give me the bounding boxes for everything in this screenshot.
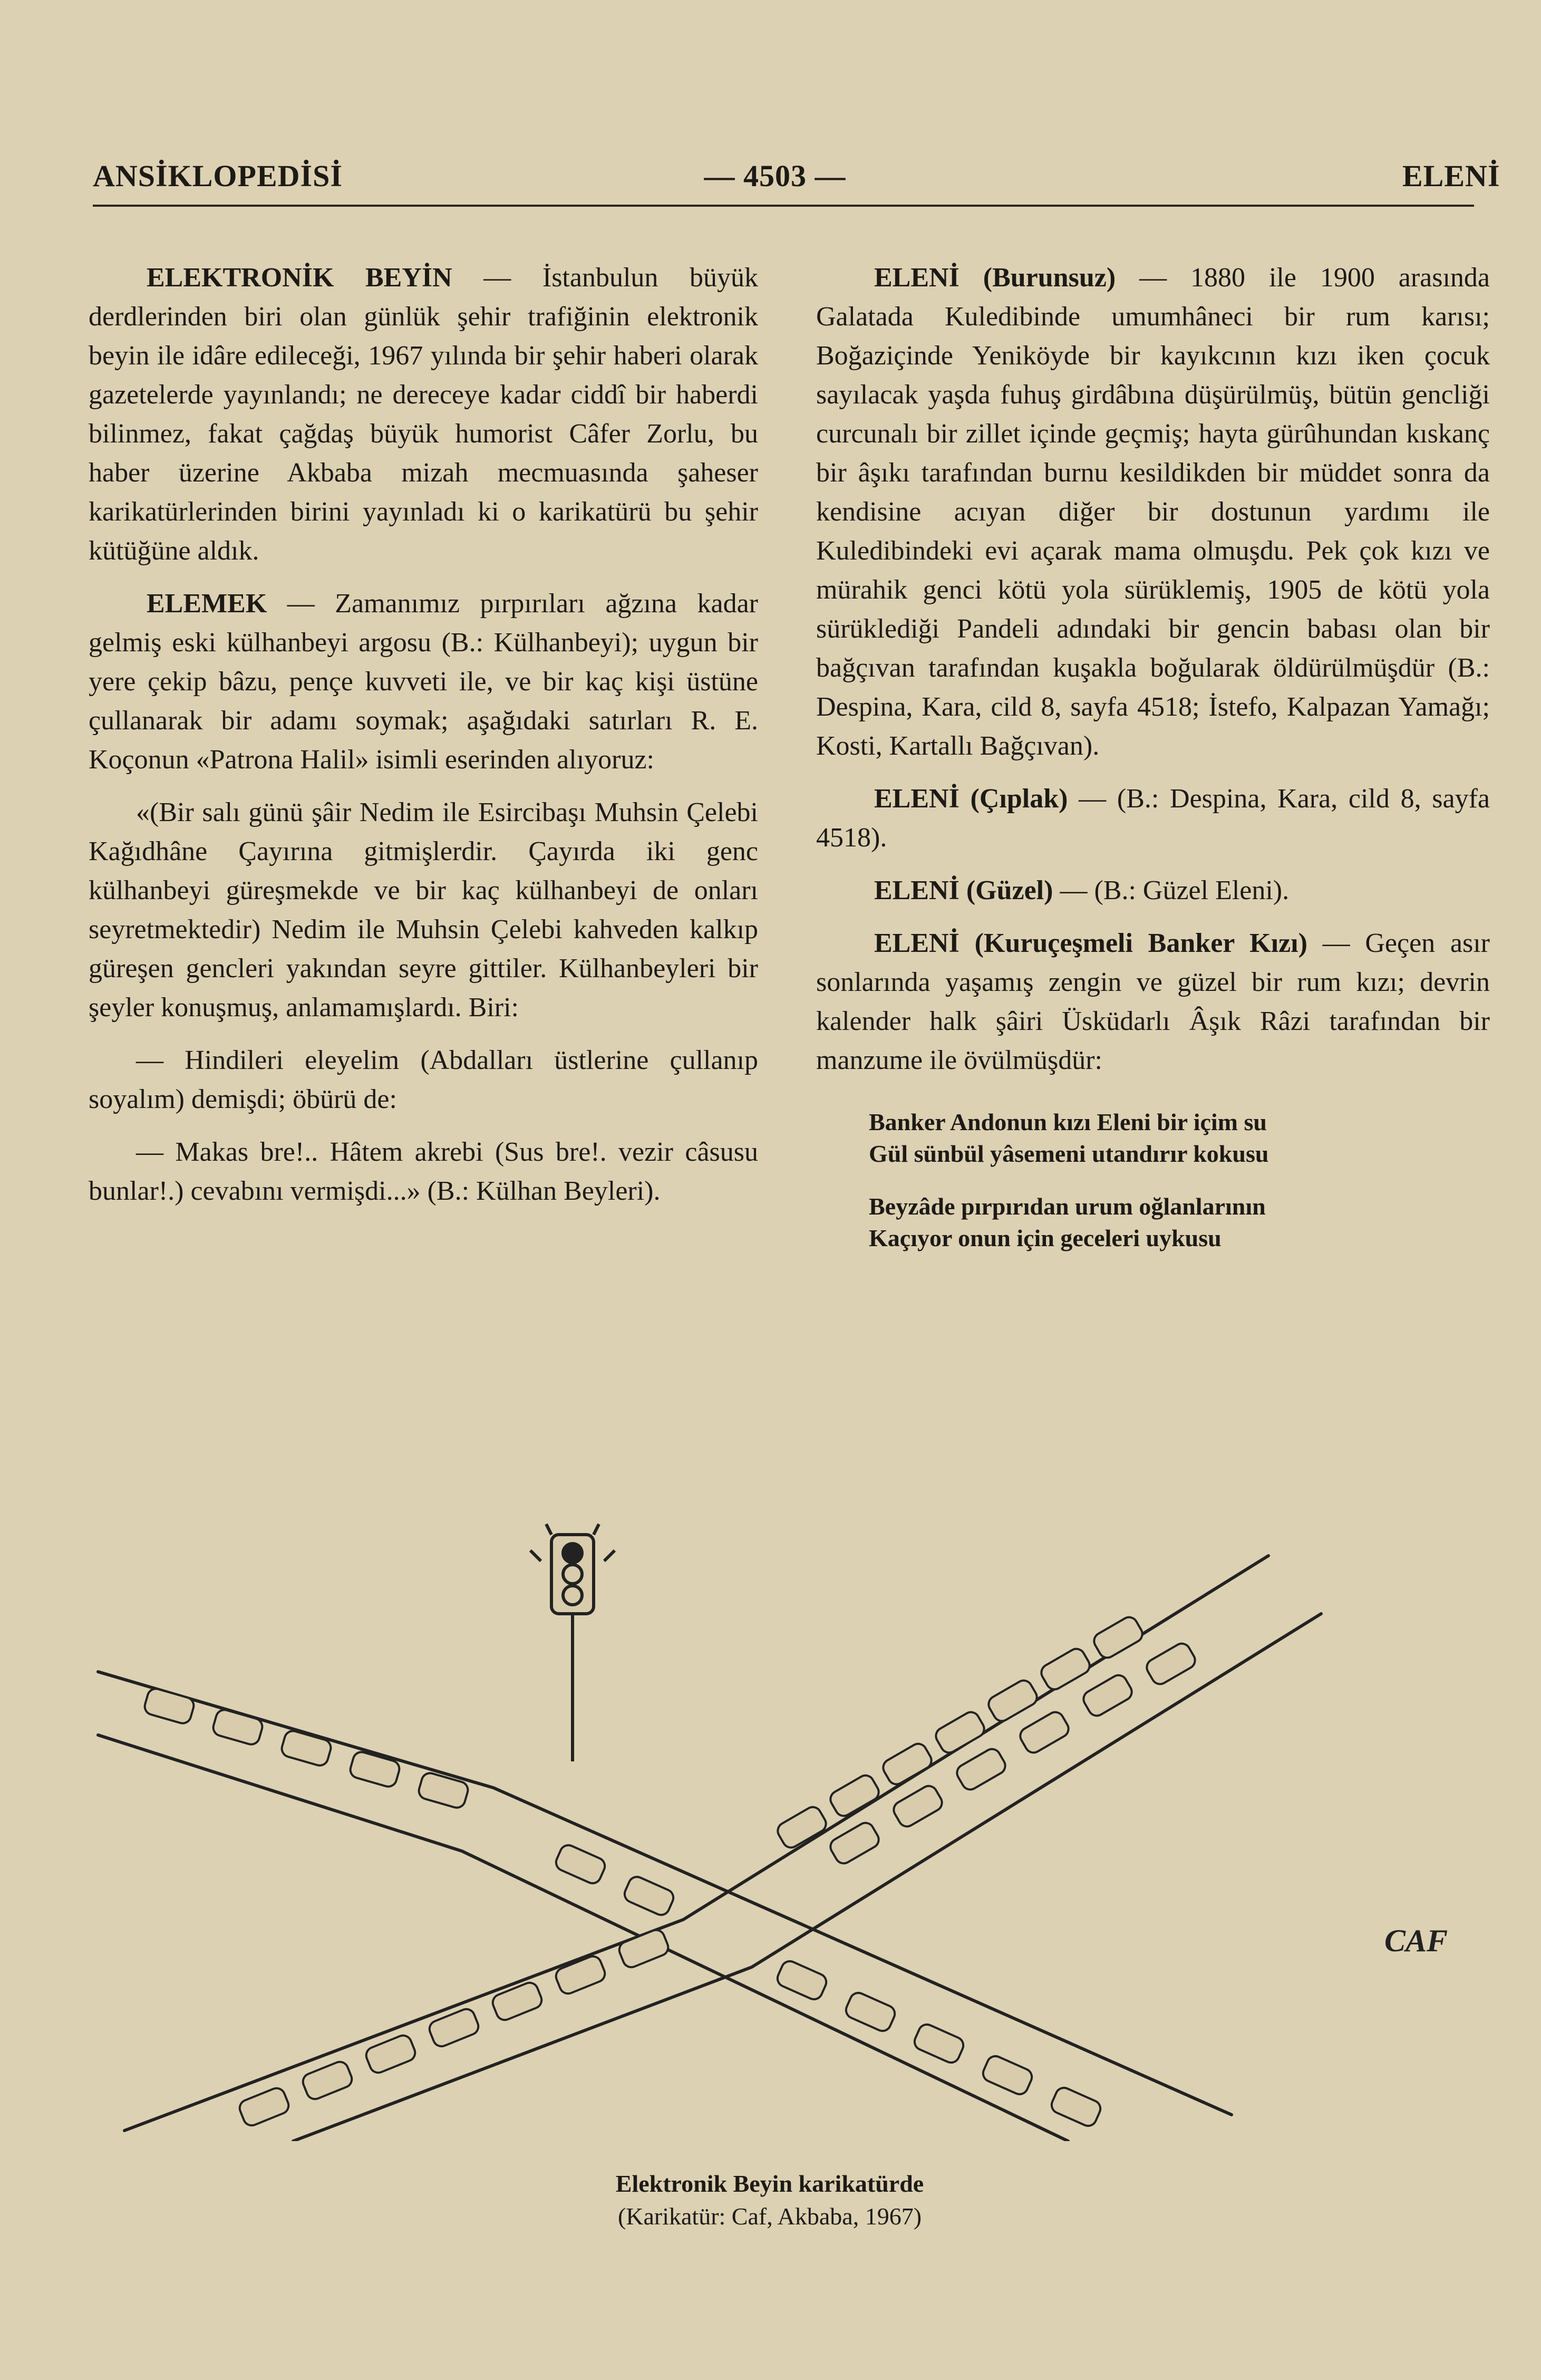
figure-caption	[474, 2167, 1065, 2233]
artist-signature: CAF	[1384, 1923, 1448, 1958]
entry-term: ELENİ (Güzel)	[874, 875, 1053, 905]
entry-elektronik-beyin	[89, 258, 758, 571]
left-column	[89, 258, 758, 1225]
page-number: — 4503 —	[704, 159, 846, 193]
entry-text: — (B.: Despina, Kara, cild 8, sayfa 4518).	[816, 784, 1490, 853]
poem-line: Beyzâde pırpırıdan urum oğlanlarının	[869, 1193, 1266, 1220]
quote-paragraph: — Hindileri eleyelim (Abdalları üstlerine çullanıp soyalım) demişdi; öbürü de:	[89, 1045, 758, 1114]
entry-elemek	[89, 584, 758, 779]
quote-paragraph: «(Bir salı günü şâir Nedim ile Esircibaşı Muhsin Çelebi Kağıdhâne Çayırına gitmişlerdir. Çayırda iki genc külhanbeyi güreşmekde ve bir kaç külhanbeyi de onları seyretmektedir) Nedim ile Muhsin Çelebi kahveden kalkıp güreşen gencleri yakından seyre gittiler. Külhanbeyleri bir şeyler konuşmuş, anlamamışlardı. Biri:	[89, 797, 758, 1023]
running-head-left: ANSİKLOPEDİSİ	[93, 159, 343, 193]
entry-text: — Zamanımız pırpırıları ağzına kadar gelmiş eski külhanbeyi argosu (B.: Külhanbeyi); uygun bir yere çekip bâzu, pençe kuvveti ile, ve bir kaç kişi üstüne çullanarak bir adamı soymak; aşağıdaki satırları R. E. Koçonun «Patrona Halil» isimli eserinden alıyoruz:	[89, 589, 758, 775]
entry-eleni-kurucesmeli	[816, 924, 1490, 1080]
cartoon-illustration	[93, 1514, 1490, 2141]
entry-eleni-ciplak	[816, 779, 1490, 857]
entry-term: ELEKTRONİK BEYİN	[147, 263, 452, 293]
entry-text: — Geçen asır sonlarında yaşamış zengin ve güzel bir rum kızı; devrin kalender halk şâiri Üsküdarlı Âşık Râzi tarafından bir manzume ile övülmüşdür:	[816, 928, 1490, 1075]
entry-eleni-guzel	[816, 871, 1490, 910]
poem-line: Gül sünbül yâsemeni utandırır kokusu	[869, 1140, 1269, 1167]
entry-term: ELENİ (Burunsuz)	[874, 263, 1116, 293]
poem-line: Kaçıyor onun için geceleri uykusu	[869, 1225, 1222, 1251]
entry-term: ELEMEK	[147, 589, 267, 619]
quote-paragraph: — Makas bre!.. Hâtem akrebi (Sus bre!. vezir câsusu bunlar!.) cevabını vermişdi...» (B.: Külhan Beyleri).	[89, 1137, 758, 1206]
right-column	[816, 258, 1490, 1265]
header-rule	[93, 205, 1474, 207]
traffic-cars	[143, 1614, 1198, 2128]
entry-term: ELENİ (Çıplak)	[874, 784, 1068, 814]
caption-credit: (Karikatür: Caf, Akbaba, 1967)	[617, 2203, 922, 2230]
caption-title: Elektronik Beyin karikatürde	[615, 2170, 924, 2197]
poem-line: Banker Andonun kızı Eleni bir içim su	[869, 1109, 1267, 1135]
traffic-light-icon	[530, 1524, 615, 1761]
running-head-right: ELENİ	[1402, 159, 1500, 193]
entry-text: — 1880 ile 1900 arasında Galatada Kuledibinde umumhâneci bir rum karısı; Boğaziçinde Yeniköyde bir kayıkcının kızı iken çocuk sayılacak yaşda fuhuş girdâbına düşürülmüş, bütün gencliği curcunalı bir zillet içinde geçmiş; hayta gürûhundan kıskanç bir âşıkı tarafından burnu kesildikden bir müddet sonra da kendisine acıyan diğer bir dostunun yardımı ile Kuledibindeki evi açarak mama olmuşdu. Pek çok kızı ve mürahik genci kötü yola sürüklemiş, 1905 de kötü yola sürüklediği Pandeli adındaki bir gencin babası olan bir bağçıvan tarafından kuşakla boğularak öldürülmüşdür (B.: Despina, Kara, cild 8, sayfa 4518; İstefo, Kalpazan Yamağı; Kosti, Kartallı Bağçıvan).	[816, 263, 1490, 761]
entry-term: ELENİ (Kuruçeşmeli Banker Kızı)	[874, 928, 1307, 958]
entry-text: — İstanbulun büyük derdlerinden biri olan günlük şehir trafiğinin elektronik beyin ile idâre edileceği, 1967 yılında bir şehir haberi olarak gazetelerde yayınlandı; ne dereceye kadar ciddî bir haberdi bilinmez, fakat çağdaş büyük humorist Câfer Zorlu, bu haber üzerine Akbaba mizah mecmuasında şaheser karikatürlerinden birini yayınladı ki o karikatürü bu şehir kütüğüne aldık.	[89, 263, 758, 566]
entry-eleni-burunsuz	[816, 258, 1490, 766]
entry-text: — (B.: Güzel Eleni).	[1053, 875, 1290, 905]
poem	[869, 1106, 1490, 1254]
